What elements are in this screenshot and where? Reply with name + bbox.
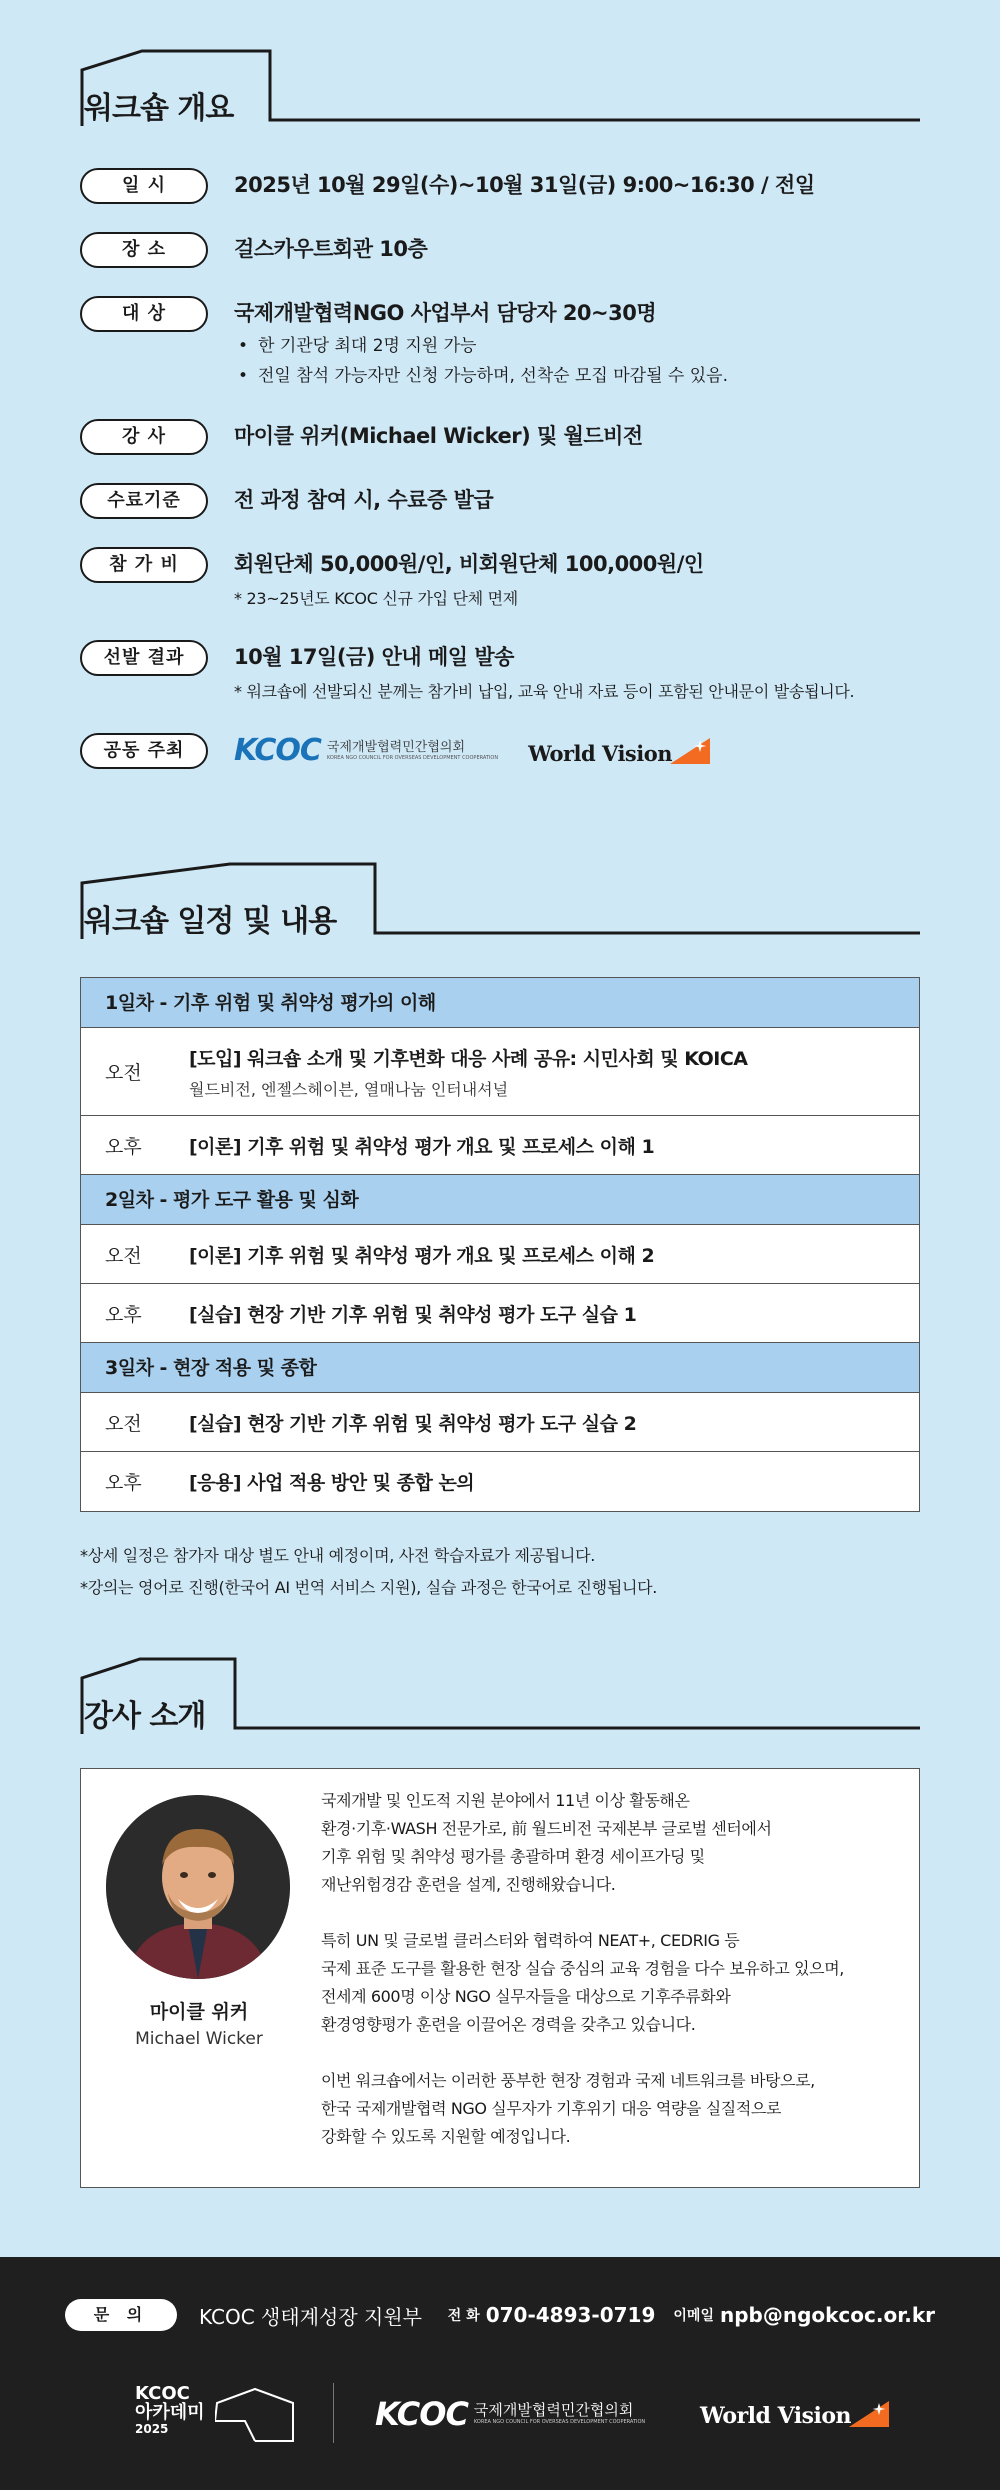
overview-row-hosts — [80, 733, 920, 769]
schedule-section-header — [80, 861, 920, 941]
selection-value: 10월 17일(금) 안내 메일 발송 — [234, 645, 514, 669]
footer-divider — [333, 2383, 334, 2443]
completion-value: 전 과정 참여 시, 수료증 발급 — [234, 488, 494, 512]
instructor-title: 강사 소개 — [84, 1699, 206, 1734]
table-row — [81, 1393, 919, 1452]
email-link[interactable]: npb@ngokcoc.or.kr — [719, 2303, 935, 2327]
session-time: 오후 — [105, 1135, 142, 1158]
overview-row-fee — [80, 547, 920, 612]
overview-row-venue — [80, 232, 920, 268]
bio-paragraph: 특히 UN 및 글로벌 클러스터와 협력하여 NEAT+, CEDRIG 등 국제 표준 도구를 활용한 현장 실습 중심의 교육 경험을 다수 보유하고 있으며, 전세계 600명 이상 NGO 실무자들을 대상으로 기후주류화와 환경영향평가 훈련을 이끌어온 경력을 갖추고 있습니다. — [321, 1931, 844, 2034]
table-row — [81, 1452, 919, 1511]
instructor-card — [80, 1768, 920, 2188]
overview-list — [80, 168, 920, 769]
label-pill: 대 상 — [80, 296, 208, 332]
schedule-note: *강의는 영어로 진행(한국어 AI 번역 서비스 지원), 실습 과정은 한국어로 진행됩니다. — [80, 1578, 658, 1597]
instructor-section-header — [80, 1656, 920, 1736]
table-row — [81, 1284, 919, 1343]
world-vision-logo-footer: World Vision — [700, 2399, 891, 2429]
session-time: 오후 — [105, 1303, 142, 1326]
session-time: 오전 — [105, 1062, 142, 1084]
overview-row-date — [80, 168, 920, 204]
session-title: [응용] 사업 적용 방안 및 종합 논의 — [189, 1472, 475, 1494]
session-time: 오전 — [105, 1244, 142, 1267]
schedule-table — [80, 977, 920, 1512]
house-outline-icon — [80, 1656, 920, 1736]
session-title: [이론] 기후 위험 및 취약성 평가 개요 및 프로세스 이해 1 — [189, 1135, 655, 1158]
instructor-value: 마이클 위커(Michael Wicker) 및 월드비전 — [234, 424, 643, 448]
bio-paragraph: 국제개발 및 인도적 지원 분야에서 11년 이상 활동해온 환경·기후·WASH 전문가로, 前 월드비전 국제본부 글로벌 센터에서 기후 위험 및 취약성 평가를 총괄하며 환경 세이프가딩 및 재난위험경감 훈련을 설계, 진행해왔습니다. — [321, 1791, 772, 1894]
instructor-portrait — [106, 1795, 290, 1979]
email-label: 이메일 — [673, 2308, 714, 2324]
session-title: [이론] 기후 위험 및 취약성 평가 개요 및 프로세스 이해 2 — [189, 1244, 655, 1267]
instructor-name-ko: 마이클 위커 — [149, 2001, 249, 2023]
venue-value: 걸스카우트회관 10층 — [234, 237, 428, 261]
fee-value: 회원단체 50,000원/인, 비회원단체 100,000원/인 — [234, 552, 704, 576]
schedule-note: *상세 일정은 참가자 대상 별도 안내 예정이며, 사전 학습자료가 제공됩니다. — [80, 1546, 596, 1565]
instructor-bio — [321, 1787, 901, 2179]
table-row — [81, 1028, 919, 1116]
overview-row-target — [80, 296, 920, 391]
overview-row-completion — [80, 483, 920, 519]
overview-row-instructor — [80, 419, 920, 455]
instructor-name-en: Michael Wicker — [135, 2029, 263, 2049]
label-pill: 장 소 — [80, 232, 208, 268]
date-value: 2025년 10월 29일(수)~10월 31일(금) 9:00~16:30 — [234, 173, 755, 197]
kcoc-academy-logo: KCOC 아카데미 2025 — [135, 2385, 205, 2435]
kcoc-logo — [234, 733, 498, 768]
host-logos — [234, 733, 712, 768]
label-pill: 공동 주최 — [80, 733, 208, 769]
label-pill: 수료기준 — [80, 483, 208, 519]
selection-note: * 워크숍에 선발되신 분께는 참가비 납입, 교육 안내 자료 등이 포함된 안내문이 발송됩니다. — [234, 682, 855, 701]
phone-label: 전 화 — [447, 2308, 480, 2324]
footer — [0, 2257, 1000, 2490]
table-row — [81, 1225, 919, 1284]
session-title: [실습] 현장 기반 기후 위험 및 취약성 평가 도구 실습 2 — [189, 1412, 637, 1435]
footer-logos — [0, 2377, 1000, 2457]
label-pill: 선발 결과 — [80, 640, 208, 676]
world-vision-logo-text: World Vision — [528, 740, 673, 766]
contact-org: KCOC 생태계성장 지원부 — [199, 2304, 422, 2329]
day-header: 3일차 - 현장 적용 및 종합 — [81, 1343, 919, 1393]
world-vision-star-icon — [668, 736, 712, 766]
label-pill: 참 가 비 — [80, 547, 208, 583]
label-pill: 일 시 — [80, 168, 208, 204]
target-value: 국제개발협력NGO 사업부서 담당자 20~30명 — [234, 301, 657, 325]
kcoc-name-en: KOREA NGO COUNCIL FOR OVERSEAS DEVELOPMENT COOPERATION — [326, 754, 499, 761]
overview-title: 워크숍 개요 — [84, 91, 234, 126]
session-time: 오전 — [105, 1412, 142, 1435]
world-vision-logo — [528, 736, 712, 766]
overview-section-header — [80, 48, 920, 128]
kcoc-logo-footer: KCOC 국제개발협력민간협의회 KOREA NGO COUNCIL FOR OVERSEAS DEVELOPMENT COOPERATION — [375, 2395, 646, 2433]
session-title: [실습] 현장 기반 기후 위험 및 취약성 평가 도구 실습 1 — [189, 1303, 637, 1326]
schedule-title: 워크숍 일정 및 내용 — [84, 904, 337, 939]
date-suffix: / 전일 — [754, 173, 815, 197]
session-time: 오후 — [105, 1472, 142, 1494]
kcoc-name-ko: 국제개발협력민간협의회 — [326, 739, 466, 755]
kcoc-logo-text: KCOC — [234, 733, 321, 768]
table-row — [81, 1116, 919, 1175]
world-vision-star-icon — [847, 2399, 891, 2429]
contact-row — [65, 2299, 935, 2331]
bio-paragraph: 이번 워크숍에서는 이러한 풍부한 현장 경험과 국제 네트워크를 바탕으로, 한국 국제개발협력 NGO 실무자가 기후위기 대응 역량을 실질적으로 강화할 수 있도록 지원할 예정입니다. — [321, 2071, 815, 2146]
phone-link[interactable]: 070-4893-0719 — [485, 2303, 656, 2327]
schedule-notes — [80, 1540, 1000, 1604]
label-pill: 강 사 — [80, 419, 208, 455]
day-header: 1일차 - 기후 위험 및 취약성 평가의 이해 — [81, 978, 919, 1028]
overview-row-selection — [80, 640, 920, 705]
contact-pill: 문 의 — [65, 2299, 177, 2331]
target-bullet: • 한 기관당 최대 2명 지원 가능 — [238, 336, 477, 356]
day-header: 2일차 - 평가 도구 활용 및 심화 — [81, 1175, 919, 1225]
fee-note: * 23~25년도 KCOC 신규 가입 단체 면제 — [234, 589, 518, 608]
academy-house-icon — [215, 2387, 295, 2443]
session-sub: 월드비전, 엔젤스헤이븐, 열매나눔 인터내셔널 — [189, 1079, 509, 1099]
target-bullet: • 전일 참석 가능자만 신청 가능하며, 선착순 모집 마감될 수 있음. — [238, 366, 728, 386]
session-title: [도입] 워크숍 소개 및 기후변화 대응 사례 공유: 시민사회 및 KOICA — [189, 1047, 748, 1070]
